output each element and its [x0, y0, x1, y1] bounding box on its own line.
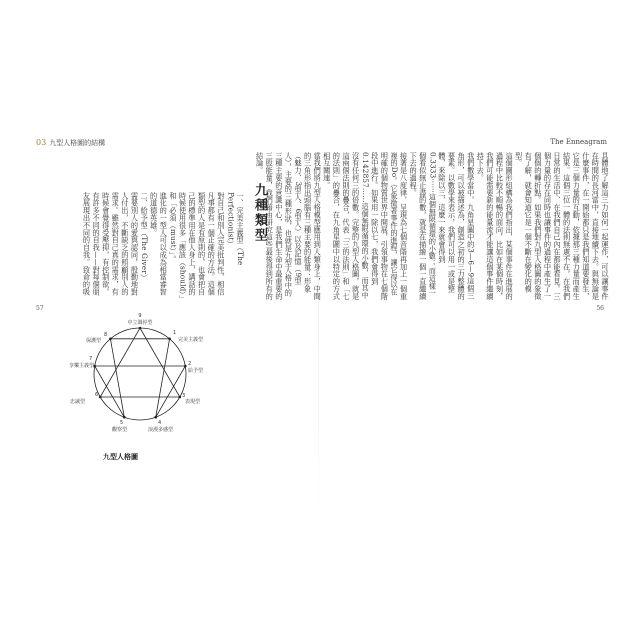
page-number-right: 56 [596, 305, 604, 312]
running-header-right: The Enneagram [550, 138, 607, 146]
type-6-number: 6 [95, 392, 99, 398]
enneagram-diagram [68, 296, 213, 456]
type-7-label: 享樂主義型 [69, 363, 95, 369]
type-2-number: 2 [188, 361, 192, 367]
type-8-number: 8 [104, 332, 108, 338]
diagram-caption: 九型人格圖 [103, 453, 138, 461]
page-number-left: 57 [36, 305, 44, 312]
enneagram-circle [94, 328, 186, 420]
enneagram-triangle [100, 328, 180, 397]
type-1-label: 完美主義型 [178, 337, 204, 343]
type-2-label: 給予型 [188, 368, 204, 374]
type-6-label: 忠誠型 [70, 399, 86, 405]
running-header-left [36, 138, 105, 148]
left-page-body: 一、完美主義型（The Perfectionist） 對自己和別人完美批判性，相信凡事都有一個正確的方法。這個類型的人是有原則的，也會把自己的標準用在他人身上，講話的時候使用很多「應該（should）」和「必須（must）」。 進化的一型人可以成為相當睿智的道德英雄。 二、給予型（The Giver） 需要別人的愛與認同，殷勤地對人付出，不斷缺乏的照顧別人的需求。雖然對自己真的需求，有時候會覺得受壓抑，有控制欲，有許多不同的自我——對每個朋友展現出不同的自我。致命的吸 [82, 192, 245, 299]
chapter-title: 九型人格圖的結構 [49, 139, 106, 147]
type-5-label: 觀察型 [112, 427, 128, 433]
type-4-number: 4 [158, 420, 162, 426]
type-1-number: 1 [173, 330, 177, 336]
type-7-number: 7 [89, 356, 93, 362]
type-5-number: 5 [120, 420, 124, 426]
right-page-body: 具體地了解這三力如何一起運作，可以讓事件在時間的長河當中，直接地續下去。與無論是什麼事件，在一開始都只是我們知道要發生，它是三個力量的互動，依據那三種力量而產生結果。這個三位一體的法則無處不在，在我們日常的生活中、在我們自己內在都能看見。三個力量的存在同時也讓事件的過程中產生了一個個的轉折點。如果我們對九型人格圖的象徵有了解，就會知道它是一個不斷在變化的模型。 這個圖形組構為我們指出，某個事件在進展的過程中比較不順暢的面向，比如在某個時刻，我們可能需要新的能量流才能讓這個事件繼續持下去。 我們數學當中，九角星圖中的3—6—9這個三角形，可以被描述為，創造之初的三力整體的要素。以數學來表示，我們可以用一或是整體，來除以三，這麼一來就會得到0.3333⋯⋯這個無限循環的小數；而這樣一個看似無止盡的數，就是在描繪一個一直繼續下去的過程。 接著是八度律，呈現為七個音階再加上一個重複的Do。它象徵著事件的進程，讓它得以在明確的個物質世界中開展，引領事物在七個階段中進行。如果用一除以七，我們會得到0.142857……這個無限循環的小數，而其中沒有任何三的倍數。完整的九型人格圖，就是這兩個法則的疊合，代表「三的法則」和「七的法則」的疊合，在九角星圖中以特定的方式相互關連。 當我們將九型人格模型應用到人類身上，中間的三角形指出頭腦有三種主要的能量：形象（魅力、3型人、6型人）以及記憶（9型人），主要的三種形狀，也就是九型人格中的三種主要的意識中心，是我們生命中最重要的三股能量，我們藉由研究這些最後得到所有的結論。 [255, 152, 610, 300]
enneagram-hexad [95, 339, 186, 417]
type-3-number: 3 [182, 393, 186, 399]
type-3-label: 表現型 [185, 399, 201, 405]
chapter-number: 03 [36, 138, 47, 147]
type-9-label: 中立調停型 [127, 320, 153, 326]
type-8-label: 保護型 [86, 338, 102, 344]
section-title: 九種類型 [252, 183, 267, 243]
type-4-label: 浪漫多感型 [148, 427, 174, 433]
type-9-number: 9 [138, 313, 142, 319]
